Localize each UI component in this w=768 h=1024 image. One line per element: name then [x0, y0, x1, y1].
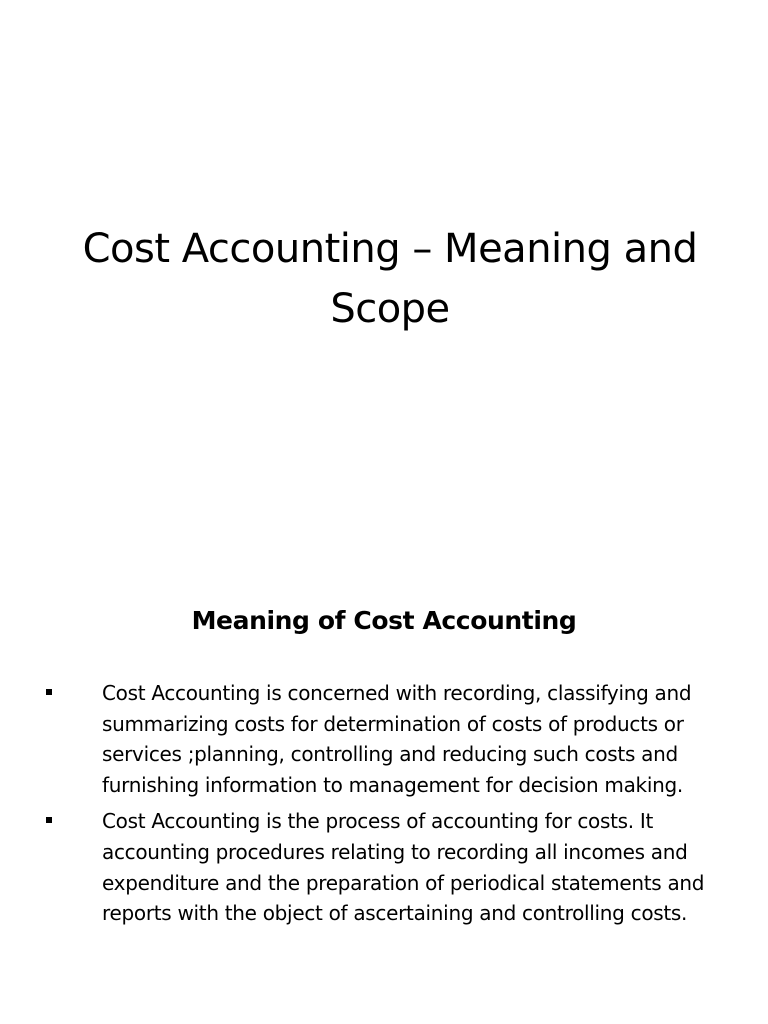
list-item: [0, 678, 768, 800]
square-bullet-icon: [46, 817, 52, 823]
section-heading: Meaning of Cost Accounting: [191, 606, 577, 635]
bullet-list: [0, 678, 768, 929]
bullet-text: Cost Accounting is concerned with recording, classifying and summarizing costs for determination of costs of products or services ;planning, controlling and reducing such costs and furnishing information to management for decision making.: [102, 681, 692, 797]
slide-title: Cost Accounting – Meaning and Scope: [82, 226, 698, 332]
bullet-text: Cost Accounting is the process of accounting for costs. It accounting procedures relating to recording all incomes and expenditure and the preparation of periodical statements and reports with the object of ascertaining and controlling costs.: [102, 809, 705, 926]
square-bullet-icon: [46, 689, 52, 695]
content-slide: [0, 576, 768, 1024]
list-item: [0, 806, 768, 928]
